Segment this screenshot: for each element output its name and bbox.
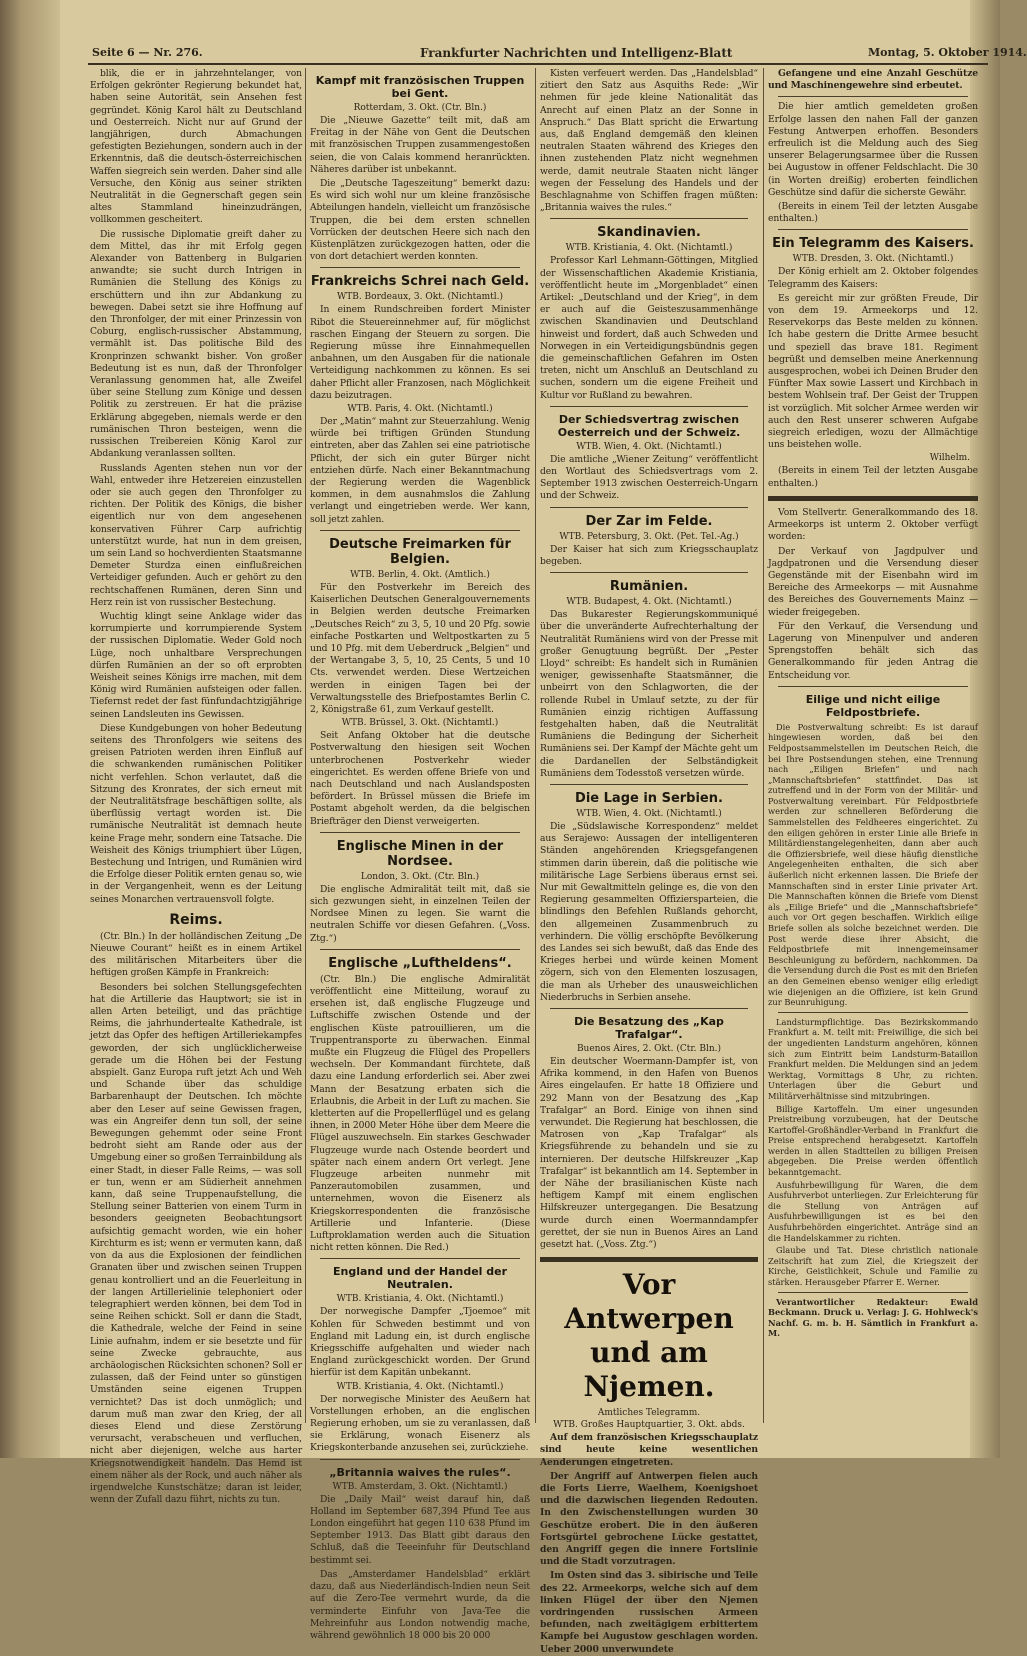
signature: Wilhelm.: [929, 453, 970, 464]
column-4: [768, 68, 978, 1428]
masthead-title: Frankfurter Nachrichten und Intelligenz-Blatt: [420, 46, 733, 60]
headline-trafalgar: Die Besatzung des „Kap Trafalgar“.: [574, 1014, 724, 1041]
dateline: WTB. Bordeaux, 3. Okt. (Nichtamtl.): [336, 292, 504, 303]
separator: [550, 1008, 748, 1009]
separator: [778, 229, 968, 230]
notice-paragraph: Billige Kartoffeln. Um einer ungesunden Preistreibung vorzubeugen, hat der Deutsche Kartoffel-Großhändler-Verband in Frankfurt die Preise entsprechend herabgesetzt. Kartoffeln werden in allen Stadtteilen zu billigen Preisen abgegeben. Die Preise werden öffentlich bekanntgemacht.: [768, 1103, 978, 1178]
article-paragraph: Wuchtig klingt seine Anklage wider das korrumpierte und korrumpierende System der russischen Diplomatie. Weder Gold noch Lüge, noch unhaltbare Versprechungen dürfen Rumänien an der so oft erprobten Weisheit seines Königs irre machen, mit dem König wird Rumänien aufsteigen oder fallen. Tiefernst redet der fast fünfundachtzigjährige seinen Landsleuten ins Gewissen.: [90, 610, 302, 720]
headline-rumaenien: Rumänien.: [609, 579, 689, 595]
separator: [778, 1012, 968, 1013]
article-paragraph: (Ctr. Bln.) Die englische Admiralität veröffentlicht eine Mitteilung, worauf zu ersehen ist, daß englische Flugzeuge und Luftschiffe zwischen Ostende und der englischen Küste patrouillieren, um die Truppentransporte zu überwachen. Einmal mußte ein Flugzeug die Flügel des Propellers wechseln. Der Kommandant fürchtete, daß dazu eine Landung erforderlich sei. Aber zwei Mann der Besatzung erbaten sich die Erlaubnis, die Arbeit in der Luft zu machen. Sie kletterten auf die Propellerflügel und es gelang ihnen, in 2000 Meter Höhe über dem Meere die Flügel auszuwechseln. Ein starkes Geschwader Flugzeuge wurde nach Ostende beordert und später nach einem andern Ort verlegt. Jene Flugzeuge arbeiten nunmehr mit Panzerautomobilen zusammen, und unternehmen, wovon die Eisenerz als Kriegskorrespondenten die französische Artillerie und Infanterie. (Diese Luftproklamation werden auch die Situation nicht retten können. Die Red.): [310, 973, 530, 1254]
article-paragraph: Die hier amtlich gemeldeten großen Erfolge lassen den nahen Fall der ganzen Festung Antwerpen erhoffen. Besonders erfreulich ist die Meldung auch des Sieg unserer Belagerungsarmee über die Russen bei Augustow in offener Feldschlacht. Die 30 (in Worten dreißig) eroberten feindlichen Geschütze sind dafür die sicherste Gewähr.: [768, 101, 978, 198]
separator: [320, 1459, 520, 1460]
dateline: WTB. Kristiania, 4. Okt. (Nichtamtl.): [565, 243, 733, 254]
column-rule: [535, 68, 536, 1423]
issue-date: Montag, 5. Oktober 1914.: [868, 46, 1027, 59]
headline-kaiser: Ein Telegramm des Kaisers.: [772, 236, 974, 252]
separator: [778, 96, 968, 97]
header-rule: [88, 63, 988, 65]
article-paragraph: In einem Rundschreiben fordert Minister Ribot die Steuereinnehmer auf, für möglichst raschen Eingang der Steuern zu sorgen. Die Regierung müsse ihre Einnahmequellen anbahnen, um den Ausgaben für die nationale Verteidigung nachkommen zu können. Es sei daher Pflicht aller Franzosen, nach Möglichkeit dazu beizutragen.: [310, 304, 530, 401]
dateline: Rotterdam, 3. Okt. (Ctr. Bln.): [353, 103, 487, 113]
notice-paragraph: Ausfuhrbewilligung für Waren, die dem Ausfuhrverbot unterliegen. Zur Erleichterung für die Stellung von Anträgen auf Ausfuhrbewilligungen ist es bei den Ausfuhrbehörden eingerichtet. Anträge sind an die Handelskammer zu richten.: [768, 1179, 978, 1243]
article-paragraph: (Ctr. Bln.) In der holländischen Zeitung „De Nieuwe Courant“ heißt es in einem Artikel des militärischen Mitarbeiters über die heftigen großen Kämpfe in Frankreich:: [90, 930, 302, 979]
separator: [550, 507, 748, 508]
dateline: WTB. Petersburg, 3. Okt. (Pet. Tel.-Ag.): [559, 531, 739, 542]
separator: [320, 832, 520, 833]
article-paragraph: Für den Postverkehr im Bereich des Kaiserlichen Deutschen Generalgouvernements in Belgien werden deutsche Freimarken „Deutsches Reich“ zu 3, 5, 10 und 20 Pfg. sowie einfache Postkarten und Weltpostkarten zu 5 und 10 Pfg. mit dem Ueberdruck „Belgien“ und der Wertangabe 3, 5, 10, 25 Cents, 5 und 10 Cts. verwendet werden. Diese Wertzeichen werden in einigen Tagen bei der Verwaltungsstelle des Briefpostamtes Berlin C. 2, Königstraße 61, zum Verkauf gestellt.: [310, 581, 530, 715]
separator: [550, 406, 748, 407]
dateline: WTB. Kristiania, 4. Okt. (Nichtamtl.): [336, 1381, 504, 1392]
article-paragraph: Russlands Agenten stehen nun vor der Wahl, entweder ihre Hetzereien einzustellen oder sie auch gegen den Thronfolger zu richten. Der Politik des Königs, die bisher eigentlich nur von dem angesehenen konservativen Führer Carp aufrichtig unterstützt wurde, hat nun in dem greisen, um sein Land so hochverdienten Staatsmanne Demeter Sturdza einen einflußreichen Verteidiger gefunden. Auch er gehört zu den rechtschaffenen Rumänen, deren Sinn und Herz rein ist von russischer Bestechung.: [90, 462, 302, 608]
separator: [320, 949, 520, 950]
headline-skandinavien: Skandinavien.: [597, 225, 701, 241]
article-paragraph: Diese Kundgebungen von hoher Bedeutung seitens des Thronfolgers wie seitens des greisen Patrioten werden ihren Einfluß auf die schwankenden rumänischen Politiker nicht verfehlen. Schon verlautet, daß die Sitzung des Kronrates, der sich erneut mit der Neutralitätsfrage beschäftigen sollte, als überflüssig vertagt worden ist. Die rumänische Neutralität ist demnach heute keine Frage mehr, sondern eine Tatsache. Die Weisheit des Königs triumphiert über Lügen, Bestechung und Intrigen, und Rumänien wird die Erfolge dieser Politik ernten genau so, wie in der Vergangenheit, wenn es der Leitung seines Monarchen vertrauensvoll folgte.: [90, 722, 302, 905]
column-3: [540, 68, 758, 1655]
headline-reims: Reims.: [169, 911, 223, 928]
dateline: WTB. Amsterdam, 3. Okt. (Nichtamtl.): [332, 1481, 508, 1492]
headline-gent: Kampf mit französischen Truppen bei Gent.: [315, 74, 525, 100]
article-paragraph: Der norwegische Dampfer „Tjoemoe“ mit Kohlen für Schweden bestimmt und von England mit Ladung ein, ist durch englische Kriegsschiffe aufgehalten und wieder nach England zurückgeschickt worden. Der Grund hierfür ist dem Kapitän unbekannt.: [310, 1306, 530, 1379]
article-paragraph: Professor Karl Lehmann-Göttingen, Mitglied der Wissenschaftlichen Akademie Kristiania, veröffentlicht heute im „Morgenbladet“ einen Artikel: „Deutschland und der Krieg“, in dem er auch auf die Geisteszusammenhänge zwischen Skandinavien und Deutschland hinweist und fordert, daß auch Schweden und Norwegen in ein Verteidigungsbündnis gegen die gemeinschaftlichen Gefahren im Osten treten, nicht um Anschluß an Deutschland zu suchen, sondern um die eigene Freiheit und Kultur vor Rußland zu bewahren.: [540, 255, 758, 401]
separator: [550, 784, 748, 785]
dateline: WTB. Wien, 4. Okt. (Nichtamtl.): [576, 808, 722, 819]
article-paragraph: blik, die er in jahrzehntelanger, von Erfolgen gekrönter Regierung bekundet hat, haben seine Autorität, sein Ansehen fest gegründet. König Karol hält zu Deutschland und Oesterreich. Nicht nur auf Grund der langjährigen, durch Abmachungen gefestigten Beziehungen, sondern auch in der Erkenntnis, daß die deutsch-österreichischen Waffen siegreich sein werden. Daher sind alle Versuche, den König aus seiner strikten Neutralität in die Gegnerschaft gegen sein altes Stammland hineinzudrängen, vollkommen gescheitert.: [90, 68, 302, 226]
article-paragraph: Vom Stellvertr. Generalkommando des 18. Armeekorps ist unterm 2. Oktober verfügt worden:: [768, 506, 978, 543]
column-1: [90, 68, 302, 1506]
dateline: London, 3. Okt. (Ctr. Bln.): [360, 871, 480, 882]
article-paragraph: Die „Deutsche Tageszeitung“ bemerkt dazu: Es wird sich wohl nur um kleine französische Abteilungen handeln, vielleicht um französische Truppen, die bei dem ersten schnellen Vorrücken der deutschen Heere sich nach den Küstenplätzen zurückgezogen hatten, oder die von dort detachiert werden konnten.: [310, 178, 530, 263]
article-paragraph: Der Kaiser hat sich zum Kriegsschauplatz begeben.: [540, 543, 758, 567]
article-paragraph: Gefangene und eine Anzahl Geschütze und Maschinengewehre sind erbeutet.: [768, 68, 978, 92]
dateline: WTB. Kristiania, 4. Okt. (Nichtamtl.): [336, 1294, 504, 1305]
separator: [778, 1292, 968, 1293]
article-paragraph: Seit Anfang Oktober hat die deutsche Postverwaltung den hiesigen seit Wochen unterbrochenen Postverkehr wieder eingerichtet. Es werden offene Briefe von und nach Deutschland und nach Auslandsposten befördert. In Brüssel müssen die Briefe im Postamt abgeholt werden, da die belgischen Briefträger den Dienst verweigerten.: [310, 730, 530, 827]
article-paragraph: Die amtliche „Wiener Zeitung“ veröffentlicht den Wortlaut des Schiedsvertrags vom 2. September 1913 zwischen Oesterreich-Ungarn und der Schweiz.: [540, 453, 758, 502]
imprint: Verantwortlicher Redakteur: Ewald Beckmann. Druck u. Verlag: J. G. Hohlweck's Nachf. G. m. b. H. Sämtlich in Frankfurt a. M.: [768, 1296, 978, 1339]
column-2: [310, 68, 530, 1641]
subheading: Amtliches Telegramm.: [597, 1408, 701, 1419]
article-paragraph: Besonders bei solchen Stellungsgefechten hat die Artillerie das Hauptwort; sie ist in allen Arten beteiligt, und das prächtige Reims, die jahrhundertealte Kathedrale, ist jetzt das Opfer des heftigen Artilleriekampfes geworden, der sich unglücklicherweise gerade um die Höhen bei der Festung abspielt. Ganz Europa ruft jetzt Ach und Weh und Schande über das schuldige Barbarenhaupt der Deutschen. Ich möchte aber den Leser auf seine Gewissen fragen, was ein Angreifer denn tun soll, der seine Bewegungen gehemmt oder seine Front bedroht sieht am Rande oder aus der Umgebung einer so großen Terrainbildung als einer Stadt, in dieser Falle Reims, — was soll er tun, wenn er am Südierheit annehmen kann, daß seine Truppenaufstellung, die Stellung seiner Batterien von einem Turm in besonders geeigneten Beobachtungsort aufsichtig gemacht worden, wie ein hoher Kirchturm es ist; wenn er vermuten kann, daß von da aus die Explosionen der feindlichen Granaten über und zwischen seinen Truppen genau kontrolliert und an die Feuerleitung in der langen Artillerielinie telephoniert oder telegraphiert werden können, bei dem Tod in seine Reihen schickt. Soll er dann die Stadt, die Kathedrale, welche der Feind in seine Linie aufnahm, indem er sie besetzte und für seine Zwecke gebrauchte, aus archäologischen Rücksichten schonen? Soll er zulassen, daß der Feind unter so günstigen Umständen seine eigenen Truppen vernichtet? Das ist doch unmöglich; und darum muß man zwar den Krieg, der all dieses Elend und diese Zerstörung verursacht, verabscheuen und verfluchen, nicht aber diejenigen, welche aus harter Kriegsnotwendigkeit handeln. Das Hemd ist einem näher als der Rock, und auch näher als irgendwelche Kunstschätze; daran ist leider, wenn der Zufall dazu führt, nichts zu tun.: [90, 981, 302, 1506]
separator: [550, 572, 748, 573]
article-paragraph: Der „Matin“ mahnt zur Steuerzahlung. Wenig würde bei triftigen Gründen Stundung eintreten, aber das Zahlen sei eine patriotische Pflicht, der sich ein guter Bürger nicht entziehen dürfe. Nach einer Bekanntmachung der Regierung werden die Wagenblick kommen, in dem ausnahmslos die Zahlung verlangt und eingetrieben werde. Wer kann, soll jetzt zahlen.: [310, 416, 530, 525]
headline-serbien: Die Lage in Serbien.: [575, 790, 723, 806]
article-paragraph: Kisten verfeuert werden. Das „Handelsblad“ zitiert den Satz aus Asquiths Rede: „Wir nehmen für jede kleine Nationalität das Anrecht auf einen Platz an der Sonne in Anspruch.“ Das Blatt spricht die Erwartung aus, daß England demgemäß den kleinen neutralen Staaten während des Krieges den ihnen zustehenden Platz nicht wegnehmen werde, damit neutrale Staaten nicht länger wegen der Fesselung des Handels und der Beschlagnahme von Schiffen fragen müßten: „Britannia waives the rules.“: [540, 68, 758, 214]
headline-feldpost: Eilige und nicht eilige Feldpostbriefe.: [805, 692, 941, 719]
article-paragraph: Die „Nieuwe Gazette“ teilt mit, daß am Freitag in der Nähe von Gent die Deutschen mit französischen Truppen zusammengestoßen seien, die von Calais kommend heranrückten. Näheres darüber ist unbekannt.: [310, 115, 530, 175]
article-paragraph: Der König erhielt am 2. Oktober folgendes Telegramm des Kaisers:: [768, 266, 978, 290]
article-paragraph: Für den Verkauf, die Versendung und Lagerung von Minenpulver und anderen Sprengstoffen behält sich das Generalkommando für jeden Antrag die Entscheidung vor.: [768, 620, 978, 681]
headline-schiedsvertrag: Der Schiedsvertrag zwischen Oesterreich und der Schweiz.: [557, 412, 741, 439]
article-paragraph: Die englische Admiralität teilt mit, daß sie sich gezwungen sieht, in einzelnen Teilen der Nordsee Minen zu legen. Sie warnt die neutralen Schiffe vor diesen Gefahren. („Voss. Ztg.“): [310, 883, 530, 944]
heavy-rule: [768, 496, 978, 501]
article-paragraph: Das Bukarester Regierungskommuniqué über die unveränderte Aufrechterhaltung der Neutralität Rumäniens wird von der Presse mit großer Genugtuung begrüßt. Der „Pester Lloyd“ schreibt: Es handelt sich in Rumänien weniger, gewissenhafte Staatsmänner, die unbeirrt von den Schlagworten, die der rollende Rubel in Umlauf setzte, zu der für Rumänien einzig richtigen Auffassung festgehalten haben, daß die Neutralität Rumäniens die Bedingung der Sicherheit Rumäniens sei. Der Kampf der Mächte geht um die Dardanellen der Selbständigkeit Rumäniens dem Todesstoß versetzen würde.: [540, 609, 758, 779]
headline-frankreich: Frankreichs Schrei nach Geld.: [310, 274, 530, 290]
column-rule: [305, 68, 306, 1423]
article-paragraph: (Bereits in einem Teil der letzten Ausgabe enthalten.): [768, 465, 978, 489]
dateline: WTB. Großes Hauptquartier, 3. Okt. abds.: [553, 1420, 745, 1431]
dateline: Buenos Aires, 2. Okt. (Ctr. Bln.): [576, 1043, 722, 1054]
article-paragraph: Die „Südslawische Korrespondenz“ meldet aus Serajewo: Aussagen der intelligenteren Ständen angehörenden Kriegsgefangenen stimmen darin überein, daß die politische wie militärische Lage Serbiens überaus ernst sei. Nur mit Gewaltmitteln gelinge es, die von den Regierung gesammelten Offiziersparteien, die blindlings den Befehlen Rußlands gehorcht, den allgemeinen Zusammenbruch zu verhindern. Die völlig erschöpfte Bevölkerung des Landes sei sich bewußt, daß das Ende des Krieges herbei und würde keinen Moment zögern, sich von den Elementen loszusagen, die man als Urheber des unausweichlichen Niederbruchs in Serbien ansehe.: [540, 820, 758, 1003]
separator: [320, 530, 520, 531]
article-paragraph: Im Osten sind das 3. sibirische und Teile des 22. Armeekorps, welche sich auf dem linken Flügel der über den Njemen vordringenden russischen Armeen befunden, nach zweitägigem erbittertem Kampfe bei Augustow geschlagen worden. Ueber 2000 unverwundete: [540, 1570, 758, 1655]
dateline: WTB. Brüssel, 3. Okt. (Nichtamtl.): [341, 718, 499, 729]
headline-britannia: „Britannia waives the rules“.: [329, 1465, 511, 1479]
article-paragraph: Der Angriff auf Antwerpen fielen auch die Forts Lierre, Waelhem, Koenigshoet und die dazwischen liegenden Redouten. In den Zwischenstellungen wurden 30 Geschütze erobert. Die in den äußeren Fortsgürtel gebrochene Lücke gestattet, den Angriff gegen die innere Fortslinie und die Stadt vorzutragen.: [540, 1470, 758, 1568]
headline-handel: England und der Handel der Neutralen.: [332, 1265, 508, 1292]
notice-paragraph: Landsturmpflichtige. Das Bezirkskommando Frankfurt a. M. teilt mit: Freiwillige, die sich bei der ungedienten Landsturm angehören, können sich zum Eintritt beim Landsturm-Bataillon Frankfurt melden. Die Meldungen sind an jedem Werktag, Vormittags 8 Uhr, zu richten. Unterlagen über die Geburt und Militärverhältnisse sind mitzubringen.: [768, 1016, 978, 1101]
separator: [320, 267, 520, 268]
headline-freimarken: Deutsche Freimarken für Belgien.: [329, 536, 511, 567]
page-number: Seite 6 — Nr. 276.: [92, 46, 203, 59]
book-binding: [0, 0, 60, 1458]
article-paragraph: Die „Daily Mail“ weist darauf hin, daß Holland im September 687,394 Pfund Tee aus London eingeführt hat gegen 110 638 Pfund im September 1913. Das Blatt gibt daraus den Schluß, daß die Teeeinfuhr für Deutschland bestimmt sei.: [310, 1493, 530, 1566]
separator: [550, 218, 748, 219]
article-paragraph: Es gereicht mir zur größten Freude, Dir von dem 19. Armeekorps und 12. Reservekorps das Beste melden zu können. Ich habe gestern die Dritte Armee besucht und speziell das brave 181. Regiment begrüßt und demselben meine Anerkennung ausgesprochen, wobei ich Deinen Bruder den Fünfter Max sowie Lassert und Kirchbach in bestem Wohlsein traf. Der Geist der Truppen ist vorzüglich. Mit solcher Armee werden wir auch den Rest unserer schweren Aufgabe siegreich erledigen, wozu der Allmächtige uns beistehen wolle.: [768, 292, 978, 451]
dateline: WTB. Paris, 4. Okt. (Nichtamtl.): [347, 404, 493, 415]
heavy-rule: [540, 1257, 758, 1262]
headline-zar: Der Zar im Felde.: [585, 513, 713, 529]
article-paragraph: Der norwegische Minister des Aeußern hat Vorstellungen erhoben, an die englischen Regierung erhoben, um sie zu veranlassen, daß sie Erklärung, wonach Eisenerz als Kriegskonterbande anzusehen sei, zurückziehe.: [310, 1393, 530, 1454]
headline-minen: Englische Minen in der Nordsee.: [336, 838, 504, 869]
article-paragraph: Ein deutscher Woermann-Dampfer ist, von Afrika kommend, in den Hafen von Buenos Aires eingelaufen. Er hatte 18 Offiziere und 292 Mann von der Besatzung des „Kap Trafalgar“ an Bord. Einige von ihnen sind verwundet. Die Regierung hat beschlossen, die Matrosen von „Kap Trafalgar“ als Kriegsführende zu behandeln und sie zu internieren. Der deutsche Hilfskreuzer „Kap Trafalgar“ ist bekanntlich am 14. September in der Nähe der brasilianischen Küste nach heftigem Kampf mit einem englischen Hilfskreuzer untergegangen. Die Besatzung wurde durch einen Woermanndampfer gerettet, der sie nun in Buenos Aires an Land gesetzt hat. („Voss. Ztg.“): [540, 1055, 758, 1251]
notice-paragraph: Glaube und Tat. Diese christlich nationale Zeitschrift hat zum Ziel, die Kriegszeit der Kirche, Geistlichkeit, Schule und Familie zu stärken. Herausgeber Pfarrer E. Werner.: [768, 1245, 978, 1288]
dateline: WTB. Budapest, 4. Okt. (Nichtamtl.): [566, 597, 732, 608]
article-paragraph: Die Postverwaltung schreibt: Es ist darauf hingewiesen worden, daß bei den Feldpostsammelstellen im Deutschen Reich, die bei Ihre Postsendungen stehen, eine Trennung nach „Eiligen Briefen“ und nach „Mannschaftsbriefen“ stattfindet. Das ist zutreffend und in der Form von der Militär- und Postverwaltung vereinbart. Für Feldpostbriefe werden zur schnelleren Beförderung die Sammelstellen des Feldheeres eingerichtet. Zu den eiligen gehören in erster Linie alle Briefe in Militärdienstangelegenheiten, dann aber auch die Offiziersbriefe, weil diese häufig dienstliche Angelegenheiten enthalten, die sich aber äußerlich nicht erkennen lassen. Die Briefe der Mannschaften sind in erster Linie privater Art. Die Mannschaften können die Briefe vom Dienst als „Eilige Briefe“ und die „Mannschaftsbriefe“ auch vor Ort gegen beschaffen. Wirklich eilige Briefe sollen als solche bezeichnet werden. Die Post werde diese ihrer Absicht, die Feldpostbriefe mit innengemeinsamer Beschleunigung zu befördern, nachkommen. Da die Versendung durch die Post es mit den Briefen an den Gemeinen ebenso weniger eilig erledigt wie diejenigen an die Offiziere, ist kein Grund zur Beunruhigung.: [768, 721, 978, 1008]
article-paragraph: Der Verkauf von Jagdpulver und Jagdpatronen und die Versendung dieser Gegenstände mit der Eisenbahn wird im Bereiche des Armeekorps — mit Ausnahme des Bereiches des Gouvernements Mainz — wieder freigegeben.: [768, 545, 978, 618]
article-paragraph: Das „Amsterdamer Handelsblad“ erklärt dazu, daß aus Niederländisch-Indien neun Seit auf die Zero-Tee vermehrt wurde, da die verminderte Einfuhr von Java-Tee die Mehreinfuhr aus London notwendig mache, während gewöhnlich 18 000 bis 20 000: [310, 1568, 530, 1641]
separator: [320, 1258, 520, 1259]
dateline: WTB. Wien, 4. Okt. (Nichtamtl.): [576, 441, 722, 452]
headline-antwerpen: Vor Antwerpen und am Njemen.: [564, 1268, 734, 1404]
dateline: WTB. Dresden, 3. Okt. (Nichtamtl.): [792, 254, 954, 265]
column-rule: [763, 68, 764, 1423]
separator: [778, 686, 968, 687]
article-paragraph: (Bereits in einem Teil der letzten Ausgabe enthalten.): [768, 201, 978, 225]
article-paragraph: Auf dem französischen Kriegsschauplatz sind heute keine wesentlichen Aenderungen eingetreten.: [540, 1432, 758, 1468]
article-paragraph: Die russische Diplomatie greift daher zu dem Mittel, das ihr mit Erfolg gegen Alexander von Battenberg in Bulgarien anwandte; sie sucht durch Intrigen in Rumänien die Stellung des Königs zu erschüttern und ihn zur Abdankung zu bewegen. Dabei setzt sie ihre Hoffnung auf den Thronfolger, der mit einer Prinzessin von Coburg, englisch-russischer Abstammung, vermählt ist. Das politische Bild des Kronprinzen schwankt bisher. Von großer Bedeutung ist es nun, daß der Thronfolger Veranlassung genommen hat, alle Zweifel über seine Stellung zum Könige und dessen Politik zu zerstreuen. Er hat die präzise Erklärung abgegeben, niemals werde er den rumänischen Thron besteigen, wenn die russischen Treibereien König Karol zur Abdankung veranlassen sollten.: [90, 228, 302, 460]
headline-lufthelden: Englische „Luftheldens“.: [328, 955, 512, 971]
dateline: WTB. Berlin, 4. Okt. (Amtlich.): [350, 569, 490, 580]
